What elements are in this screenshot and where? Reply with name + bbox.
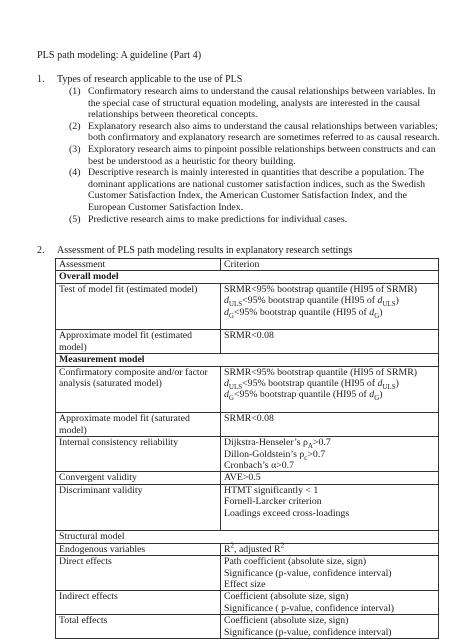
criterion-spacer xyxy=(224,519,435,530)
criterion-text: d xyxy=(369,306,375,318)
assessment-line: analysis (saturated model) xyxy=(59,378,162,390)
criterion-line xyxy=(224,389,435,403)
list-text-line: best be understood as a heuristic for theory building. xyxy=(88,155,296,167)
criterion-text: d xyxy=(224,378,229,390)
criterion-cell xyxy=(221,591,439,615)
criterion-text: G xyxy=(228,311,234,320)
criterion-cell xyxy=(221,615,439,639)
criterion-text: d xyxy=(224,295,229,307)
criterion-line: Coefficient (absolute size, sign) xyxy=(224,591,349,603)
list-marker: (5) xyxy=(69,213,81,225)
group-structural-model: Structural model xyxy=(56,531,439,543)
table-row xyxy=(56,472,439,484)
list-text-line: both confirmatory and explanatory research are sometimes referred to as causal research. xyxy=(88,132,440,144)
criterion-text: d xyxy=(369,389,375,401)
criterion-spacer xyxy=(224,318,435,329)
table-row xyxy=(56,354,439,366)
criterion-line: Coefficient (absolute size, sign) xyxy=(224,615,349,627)
criterion-cell xyxy=(221,543,439,555)
assessment-cell xyxy=(56,366,221,413)
criterion-text: ) xyxy=(395,295,399,307)
list-text-line: Predictive research aims to make predictions for individual cases. xyxy=(88,213,348,225)
assessment-cell: Discriminant validity xyxy=(56,484,221,531)
criterion-text: ULS xyxy=(382,383,396,392)
research-types-list xyxy=(69,86,449,225)
criterion-text: G xyxy=(374,394,380,403)
table-header-row xyxy=(56,259,439,271)
criterion-text: ULS xyxy=(228,383,243,392)
group-overall-model: Overall model xyxy=(56,271,439,283)
assessment-cell: Test of model fit (estimated model) xyxy=(56,283,221,330)
criterion-text: G xyxy=(374,311,380,320)
list-item xyxy=(69,144,449,167)
criterion-line: HTMT significantly < 1 xyxy=(224,484,319,496)
list-text-line: Confirmatory research aims to understand the causal relationships between variables. In xyxy=(88,86,436,97)
criterion-text: G xyxy=(228,394,234,403)
criterion-text: ) xyxy=(379,389,383,401)
criterion-cell xyxy=(221,366,439,413)
criterion-cell: SRMR<0.08 xyxy=(221,330,439,354)
list-marker: (1) xyxy=(69,86,81,97)
criterion-text: 2 xyxy=(230,541,235,550)
table-row xyxy=(56,543,439,555)
criterion-line: Significance (p-value, confidence interval) xyxy=(224,626,392,638)
assessment-cell: Convergent validity xyxy=(56,472,221,484)
criterion-text: R xyxy=(224,543,231,555)
assessment-line: Confirmatory composite and/or factor xyxy=(59,366,208,378)
table-row xyxy=(56,531,439,543)
criterion-cell xyxy=(221,283,439,330)
criterion-cell xyxy=(221,484,439,531)
assessment-cell: Internal consistency reliability xyxy=(56,437,221,472)
list-text-line: Descriptive research is mainly interested in quantities that describe a population. The xyxy=(88,167,425,179)
criterion-text: d xyxy=(224,389,229,401)
criterion-text: ) xyxy=(395,378,399,390)
criterion-text: d xyxy=(224,306,229,318)
criterion-text: ) xyxy=(379,306,383,318)
criterion-line xyxy=(224,378,435,392)
section-1-text: Types of research applicable to the use of PLS xyxy=(57,74,243,85)
list-text-line: European Customer Satisfaction Index. xyxy=(88,201,244,213)
list-text-line: the special case of structural equation modeling, analysts are interested in the causal xyxy=(88,97,421,109)
criterion-line: SRMR<95% bootstrap quantile (HI95 of SRMR) xyxy=(224,366,418,378)
assessment-cell: Indirect effects xyxy=(56,591,221,615)
criterion-text: <95% bootstrap quantile (HI95 of xyxy=(242,378,378,390)
list-text-line: relationships between theoretical concepts. xyxy=(88,109,258,121)
criterion-line: Significance ( p-value, confidence interval) xyxy=(224,602,395,614)
criterion-text: , adjusted R xyxy=(234,543,281,555)
section-2-number: 2. xyxy=(37,245,45,256)
list-marker: (4) xyxy=(69,167,81,179)
criterion-text: A xyxy=(307,442,313,451)
criterion-line: Cronbach’s α>0.7 xyxy=(224,459,294,471)
header-assessment: Assessment xyxy=(56,259,221,271)
assessment-cell: Direct effects xyxy=(56,556,221,591)
criterion-line: Loadings exceed cross-loadings xyxy=(224,507,350,519)
criterion-cell: SRMR<0.08 xyxy=(221,413,439,437)
table-row xyxy=(56,366,439,413)
criterion-line: Path coefficient (absolute size, sign) xyxy=(224,556,367,568)
criterion-line xyxy=(224,307,435,318)
criterion-spacer xyxy=(224,401,435,412)
criterion-text: Dillon-Goldstein’s ρ xyxy=(224,448,305,460)
table-row xyxy=(56,271,439,283)
criterion-text: Dijkstra-Henseler’s ρ xyxy=(224,437,308,449)
table-row xyxy=(56,283,439,330)
group-measurement-model: Measurement model xyxy=(56,354,439,366)
assessment-cell: Approximate model fit (saturated model) xyxy=(56,413,221,437)
list-marker: (3) xyxy=(69,143,81,155)
criterion-text: <95% bootstrap quantile (HI95 of xyxy=(242,295,378,307)
header-criterion: Criterion xyxy=(221,259,439,271)
document-title: PLS path modeling: A guideline (Part 4) xyxy=(37,50,202,61)
criterion-text: 2 xyxy=(280,541,285,550)
criterion-text: ULS xyxy=(382,300,396,309)
criterion-cell xyxy=(221,556,439,591)
list-text-line: Customer Satisfaction Index, the American Customer Satisfaction Index, and the xyxy=(88,190,407,202)
criterion-text: d xyxy=(377,378,383,390)
criterion-text: c xyxy=(304,453,308,462)
table-row xyxy=(56,413,439,437)
list-item xyxy=(69,121,449,144)
criterion-line: Effect size xyxy=(224,578,266,590)
table-row xyxy=(56,556,439,591)
list-text-line: dominant applications are national customer satisfaction indices, such as the Swedish xyxy=(88,178,426,190)
list-text-line: Exploratory research aims to pinpoint possible relationships between constructs and can xyxy=(88,143,436,155)
table-row xyxy=(56,437,439,472)
list-text-line: Explanatory research also aims to understand the causal relationships between variables; xyxy=(88,120,438,132)
criterion-text: d xyxy=(377,295,383,307)
criterion-cell xyxy=(221,437,439,472)
assessment-cell: Endogenous variables xyxy=(56,543,221,555)
criterion-text: >0.7 xyxy=(307,448,326,460)
criterion-cell: AVE>0.5 xyxy=(221,472,439,484)
list-item xyxy=(69,86,449,121)
criterion-line xyxy=(224,437,435,451)
criterion-line xyxy=(224,449,435,460)
criterion-line xyxy=(224,295,435,309)
assessment-cell: Total effects xyxy=(56,615,221,639)
table-row xyxy=(56,484,439,531)
criterion-line: Fornell-Larcker criterion xyxy=(224,496,322,508)
list-item xyxy=(69,214,449,226)
section-1-number: 1. xyxy=(37,74,45,85)
criterion-line: Significance (p-value, confidence interval) xyxy=(224,567,392,579)
criterion-line: SRMR<95% bootstrap quantile (HI95 of SRMR) xyxy=(224,283,418,295)
section-1-heading xyxy=(37,74,242,86)
criterion-text: <95% bootstrap quantile (HI95 of xyxy=(233,389,370,401)
list-item xyxy=(69,167,449,213)
table-row xyxy=(56,591,439,615)
criterion-text: <95% bootstrap quantile (HI95 of xyxy=(233,306,370,318)
assessment-table xyxy=(55,258,439,639)
criterion-text: >0.7 xyxy=(312,437,331,449)
criterion-text: ULS xyxy=(228,300,243,309)
list-marker: (2) xyxy=(69,120,81,132)
table-row xyxy=(56,615,439,639)
section-2-heading xyxy=(37,245,352,257)
section-2-text: Assessment of PLS path modeling results in explanatory research settings xyxy=(57,245,353,256)
table-row xyxy=(56,330,439,354)
assessment-cell: Approximate model fit (estimated model) xyxy=(56,330,221,354)
